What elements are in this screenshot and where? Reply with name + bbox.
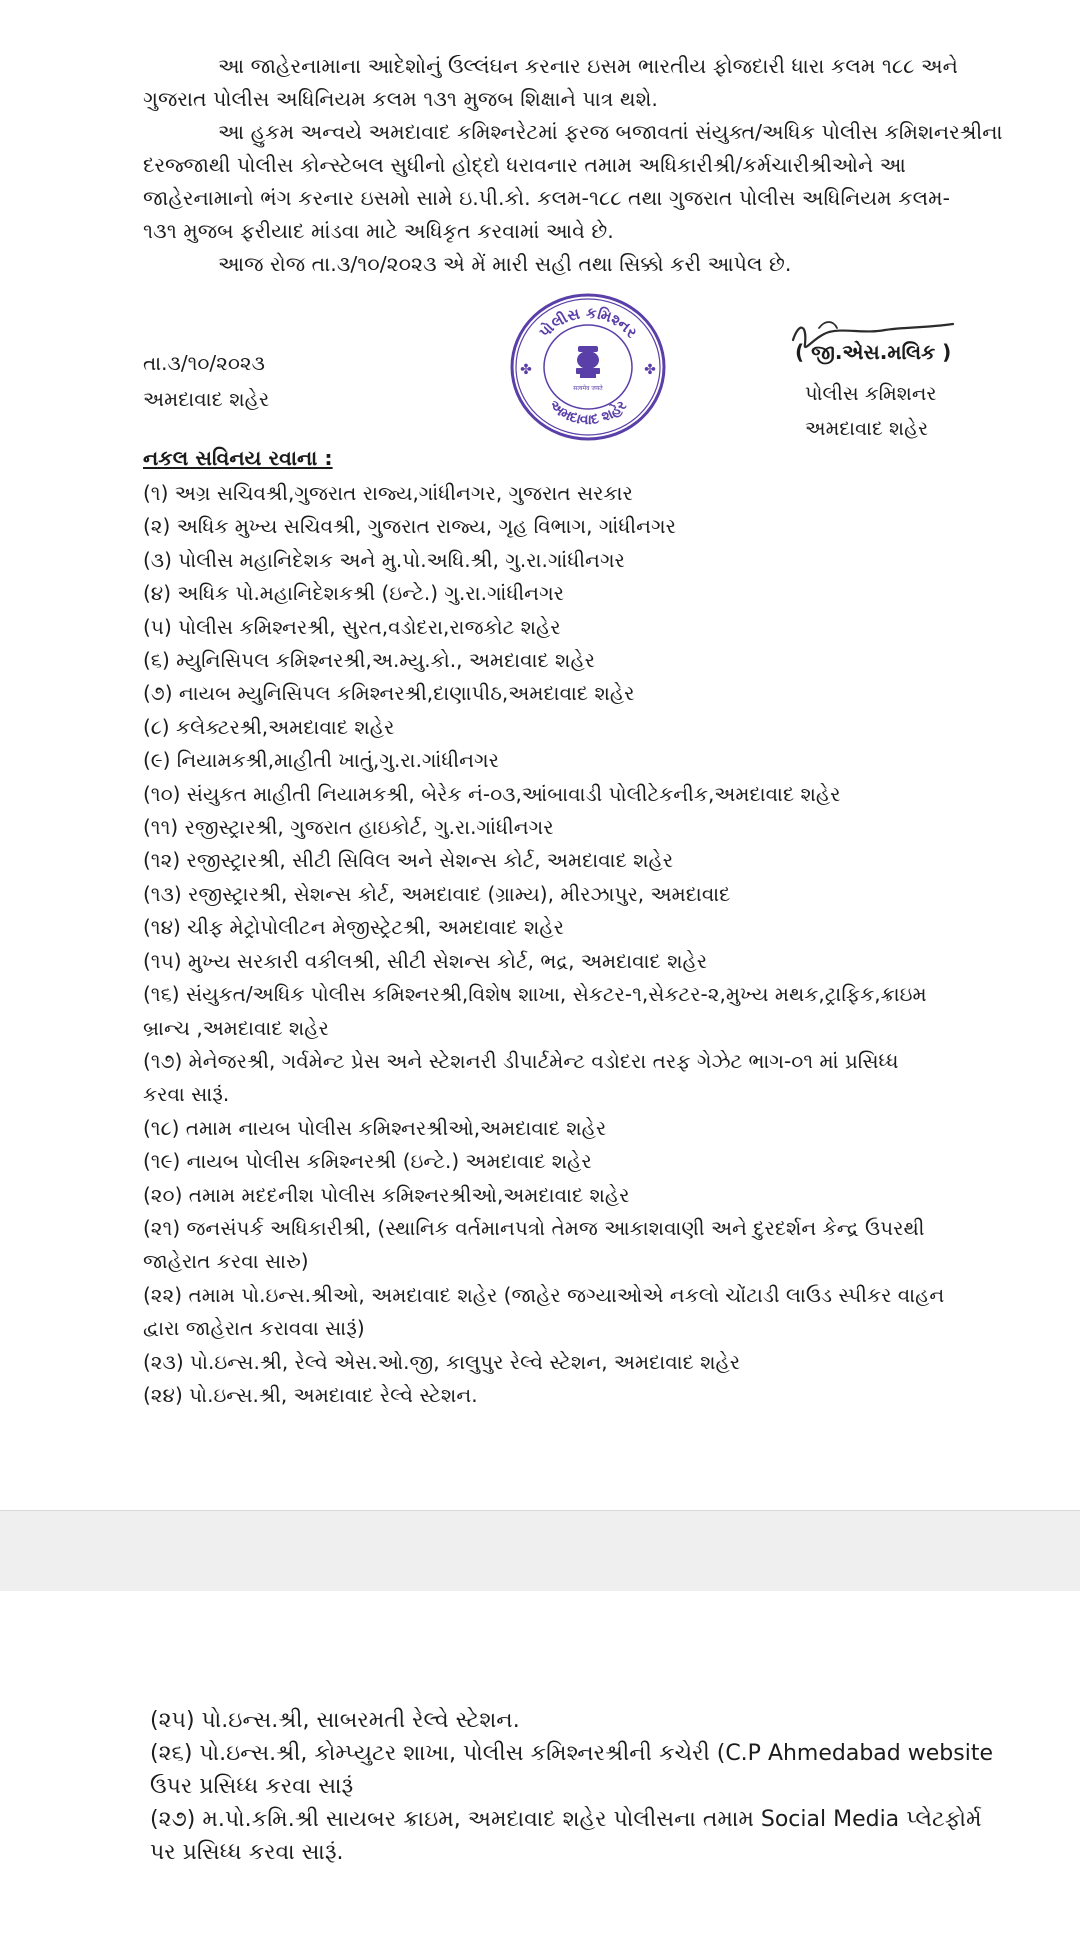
body-line: દરજ્જાથી પોલીસ કોન્સ્ટેબલ સુધીનો હોદ્દો ધરાવનાર તમામ અધિકારીશ્રી/કર્મચારીશ્રીઓને આ [143,153,906,177]
signatory-block [805,376,936,446]
list-item: (૬) મ્યુનિસિપલ કમિશ્નરશ્રી,અ.મ્યુ.કો., અમદાવાદ શહેર [143,648,596,673]
list-item: બ્રાન્ચ ,અમદાવાદ શહેર [143,1015,329,1040]
list-item: (૪) અધિક પો.મહાનિદેશકશ્રી (ઇન્ટે.) ગુ.રા.ગાંધીનગર [143,581,565,606]
order-place: અમદાવાદ શહેર [143,387,270,411]
list-item: (૧૦) સંયુકત માહીતી નિયામકશ્રી, બેરેક નં-૦૩,આંબાવાડી પોલીટેકનીક,અમદાવાદ શહેર [143,781,841,806]
order-body-text [143,50,1003,281]
list-item: (૨૭) મ.પો.કમિ.શ્રી સાયબર ક્રાઇમ, અમદાવાદ શહેર પોલીસના તમામ Social Media પ્લેટફોર્મ [150,1807,982,1832]
seal-star-right-icon: ✤ [644,362,656,378]
list-item: (૨) અધિક મુખ્ય સચિવશ્રી, ગુજરાત રાજ્ય, ગૃહ વિભાગ, ગાંધીનગર [143,514,676,539]
body-line: આ હુકમ અન્વયે અમદાવાદ કમિશ્નરેટમાં ફરજ બજાવતાં સંયુક્ત/અધિક પોલીસ કમિશનરશ્રીના [218,120,1003,144]
list-item: કરવા સારૂં. [143,1082,230,1107]
signatory-name: ( જી.એસ.મલિક ) [795,340,952,364]
body-line: જાહેરનામાનો ભંગ કરનાર ઇસમો સામે ઇ.પી.કો. કલમ-૧૮૮ તથા ગુજરાત પોલીસ અધિનિયમ કલમ- [143,186,950,210]
list-item: (૧૨) રજીસ્ટ્રારશ્રી, સીટી સિવિલ અને સેશન્સ કોર્ટ, અમદાવાદ શહેર [143,848,674,873]
list-item: (૧૩) રજીસ્ટ્રારશ્રી, સેશન્સ કોર્ટ, અમદાવાદ (ગ્રામ્ય), મીરઝાપુર, અમદાવાદ [143,881,731,906]
place-date-block [143,345,269,417]
seal-bottom-text: અમદાવાદ શહેર [545,397,631,429]
list-item: (૨૨) તમામ પો.ઇન્સ.શ્રીઓ, અમદાવાદ શહેર (જાહેર જગ્યાઓએ નકલો ચોંટાડી લાઉડ સ્પીકર વાહન [143,1282,945,1307]
list-item: દ્વારા જાહેરાત કરાવવા સારૂં) [143,1316,365,1341]
list-item: ઉપર પ્રસિધ્ધ કરવા સારૂં [150,1774,354,1799]
list-item: (૧૭) મેનેજરશ્રી, ગર્વમેન્ટ પ્રેસ અને સ્ટેશનરી ડીપાર્ટમેન્ટ વડોદરા તરફ ગેઝેટ ભાગ-૦૧ માં પ્રસિધ્ધ [143,1048,899,1073]
seal-top-text: પોલીસ કમિશ્નર [535,303,641,342]
list-item: (૨૦) તમામ મદદનીશ પોલીસ કમિશ્નરશ્રીઓ,અમદાવાદ શહેર [143,1182,630,1207]
list-item: (૮) કલેક્ટરશ્રી,અમદાવાદ શહેર [143,714,395,739]
list-item: (૨૧) જનસંપર્ક અધિકારીશ્રી, (સ્થાનિક વર્તમાનપત્રો તેમજ આકાશવાણી અને દુરદર્શન કેન્દ્ર ઉપરથી [143,1215,925,1240]
list-item: (૨૪) પો.ઇન્સ.શ્રી, અમદાવાદ રેલ્વે સ્ટેશન. [143,1382,478,1407]
seal-star-left-icon: ✤ [520,362,532,378]
body-line: ગુજરાત પોલીસ અધિનિયમ કલમ ૧૩૧ મુજબ શિક્ષાને પાત્ર થશે. [143,87,658,111]
police-commissioner-seal [508,290,668,445]
ashoka-emblem-icon [576,346,600,378]
order-date: તા.૩/૧૦/૨૦૨૩ [143,351,265,375]
list-item: (૨૬) પો.ઇન્સ.શ્રી, કોમ્પ્યુટર શાખા, પોલીસ કમિશ્નરશ્રીની કચેરી (C.P Ahmedabad website [150,1741,993,1766]
body-line: ૧૩૧ મુજબ ફરીયાદ માંડવા માટે અધિકૃત કરવામાં આવે છે. [143,219,614,243]
list-item: (૨૩) પો.ઇન્સ.શ્રી, રેલ્વે એસ.ઓ.જી, કાલુપુર રેલ્વે સ્ટેશન, અમદાવાદ શહેર [143,1349,741,1374]
list-item: પર પ્રસિધ્ધ કરવા સારૂં. [150,1840,344,1865]
list-item: (૧૯) નાયબ પોલીસ કમિશ્નરશ્રી (ઇન્ટે.) અમદાવાદ શહેર [143,1149,592,1174]
body-line: આ જાહેરનામાના આદેશોનું ઉલ્લંઘન કરનાર ઇસમ ભારતીય ફોજદારી ધારા કલમ ૧૮૮ અને [218,54,958,78]
list-item: (૩) પોલીસ મહાનિદેશક અને મુ.પો.અધિ.શ્રી, ગુ.રા.ગાંધીનગર [143,547,625,572]
list-item: (૫) પોલીસ કમિશ્નરશ્રી, સુરત,વડોદરા,રાજકોટ શહેર [143,614,561,639]
list-item: (૧૪) ચીફ મેટ્રોપોલીટન મેજીસ્ટ્રેટશ્રી, અમદાવાદ શહેર [143,915,564,940]
list-item: (૭) નાયબ મ્યુનિસિપલ કમિશ્નરશ્રી,દાણાપીઠ,અમદાવાદ શહેર [143,681,635,706]
body-line: આજ રોજ તા.૩/૧૦/૨૦૨૩ એ મેં મારી સહી તથા સિક્કો કરી આપેલ છે. [218,252,792,276]
list-item: જાહેરાત કરવા સારુ) [143,1249,309,1274]
list-item: (૧૬) સંયુકત/અધિક પોલીસ કમિશ્નરશ્રી,વિશેષ શાખા, સેકટર-૧,સેકટર-૨,મુખ્ય મથક,ટ્રાફિક,ક્રાઇમ [143,982,927,1007]
emblem-motto: सत्यमेव जयते [573,385,603,392]
copy-recipient-list [143,477,1013,1412]
list-item: (૧૧) રજીસ્ટ્રારશ્રી, ગુજરાત હાઇકોર્ટ, ગુ.રા.ગાંધીનગર [143,815,554,840]
list-item: (૨૫) પો.ઇન્સ.શ્રી, સાબરમતી રેલ્વે સ્ટેશન. [150,1708,520,1733]
page-separator [0,1510,1080,1592]
signatory-designation: પોલીસ કમિશનર [805,382,937,405]
document-page-2 [0,1591,1080,1953]
copy-recipient-list-continued [150,1704,993,1869]
list-item: (૯) નિયામકશ્રી,માહીતી ખાતું,ગુ.રા.ગાંધીનગર [143,748,499,773]
copy-forwarded-heading: નકલ સવિનય રવાના : [143,446,333,470]
list-item: (૧) અગ્ર સચિવશ્રી,ગુજરાત રાજ્ય,ગાંધીનગર, ગુજરાત સરકાર [143,481,633,505]
list-item: (૧૫) મુખ્ય સરકારી વકીલશ્રી, સીટી સેશન્સ કોર્ટ, ભદ્ર, અમદાવાદ શહેર [143,948,708,973]
signatory-city: અમદાવાદ શહેર [805,417,929,440]
list-item: (૧૮) તમામ નાયબ પોલીસ કમિશ્નરશ્રીઓ,અમદાવાદ શહેર [143,1115,607,1140]
